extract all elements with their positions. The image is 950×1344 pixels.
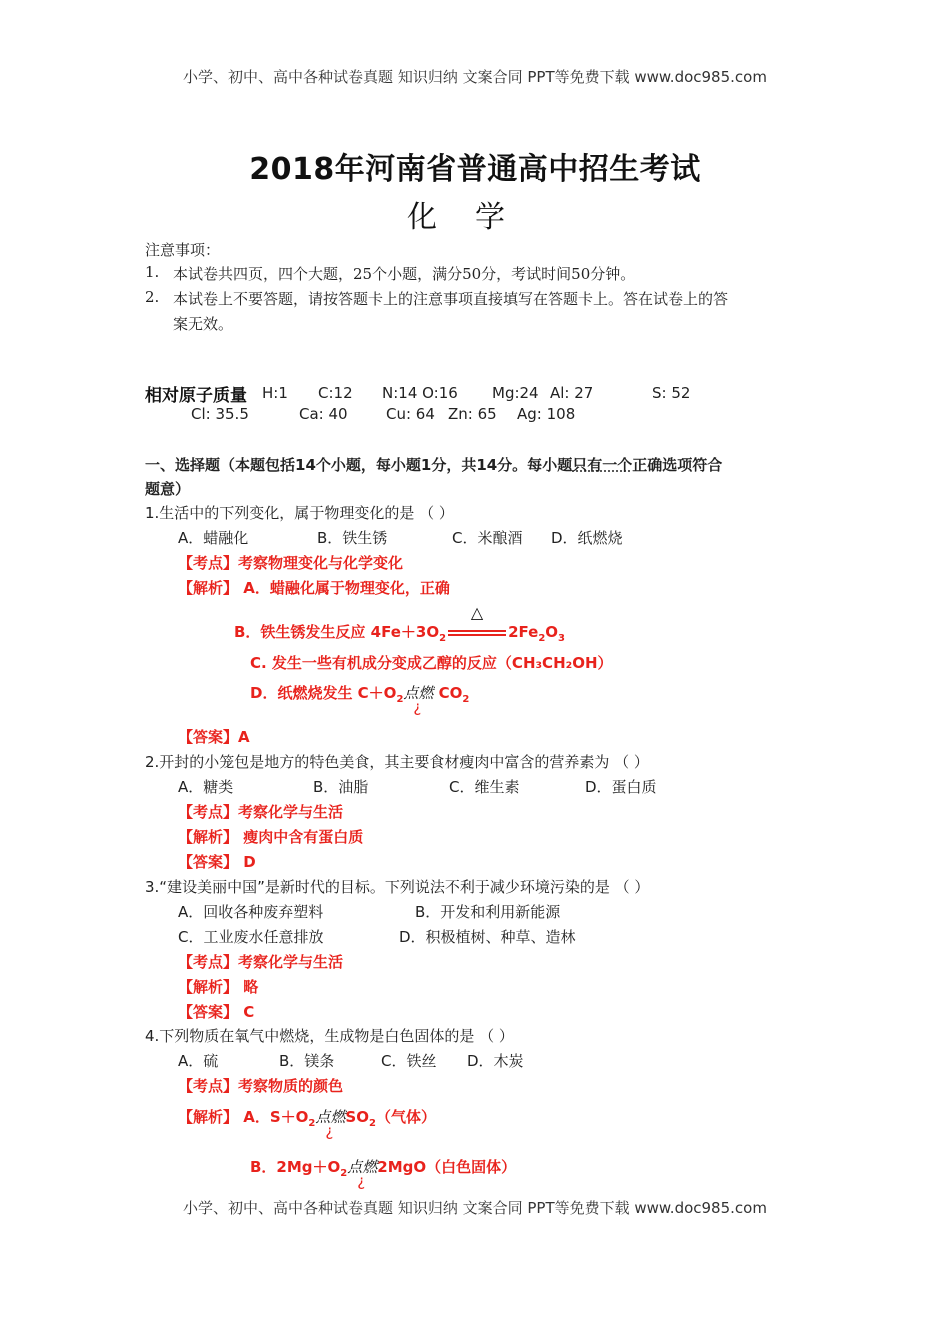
q4-stem: 4.下列物质在氧气中燃烧，生成物是白色固体的是 （ ） <box>145 1027 514 1045</box>
atomic-mass-label: 相对原子质量 <box>145 386 247 406</box>
notice-item2-line1: 本试卷上不要答题，请按答题卡上的注意事项直接填写在答题卡上。答在试卷上的答 <box>173 290 729 308</box>
q4-option-d: D．木炭 <box>467 1052 524 1070</box>
notice-item2-number: 2. <box>145 288 160 306</box>
atomic-s: S: 52 <box>652 384 691 402</box>
atomic-c: C:12 <box>318 384 353 402</box>
q3-stem: 3.“建设美丽中国”是新时代的目标。下列说法不利于减少环境污染的是 （ ） <box>145 878 650 896</box>
q4-jiexi-b: B．$2Mg+O_2$点燃 ¿ 2MgO（白色固体） <box>250 1158 517 1190</box>
page-header: 小学、初中、高中各种试卷真题 知识归纳 文案合同 PPT等免费下载 www.doc985.com <box>183 68 767 86</box>
q2-jiexi: 【解析】 瘦肉中含有蛋白质 <box>178 828 364 846</box>
atomic-ag: Ag: 108 <box>517 405 576 423</box>
section1-heading-line2: 题意） <box>145 480 191 498</box>
q3-option-d: D．积极植树、种草、造林 <box>399 928 576 946</box>
delta-icon: △ <box>470 603 484 622</box>
atomic-zn: Zn: 65 <box>448 405 497 423</box>
q1-answer: 【答案】A <box>178 728 250 746</box>
q2-stem: 2.开封的小笼包是地方的特色美食，其主要食材瘦肉中富含的营养素为 （ ） <box>145 753 649 771</box>
section1-heading: 一、选择题（本题包括14个小题，每小题1分，共14分。每小题只有一个正确选项符合 <box>145 456 723 474</box>
ignite-condition: 点燃 ¿ <box>347 1158 378 1190</box>
q1-option-b: B．铁生锈 <box>317 529 388 547</box>
q4-option-a: A．硫 <box>178 1052 219 1070</box>
q3-kaodian: 【考点】考察化学与生活 <box>178 953 344 971</box>
q2-option-a: A．糖类 <box>178 778 234 796</box>
heat-condition <box>446 603 508 641</box>
subject-title: 化学 <box>407 200 543 235</box>
ignite-condition: 点燃 ¿ <box>403 684 434 716</box>
q1-option-c: C．米酿酒 <box>452 529 523 547</box>
atomic-cu: Cu: 64 <box>386 405 435 423</box>
emphasis-only-one: 只有一个 <box>572 456 633 474</box>
ignite-condition: 点燃 ¿ <box>315 1108 346 1140</box>
notice-item1-number: 1. <box>145 263 160 281</box>
q2-kaodian: 【考点】考察化学与生活 <box>178 803 344 821</box>
q1-stem: 1.生活中的下列变化，属于物理变化的是 （ ） <box>145 504 454 522</box>
notice-item2-line2: 案无效。 <box>173 315 234 333</box>
atomic-mg: Mg:24 <box>492 384 539 402</box>
q2-option-b: B．油脂 <box>313 778 369 796</box>
q1-jiexi-c: C. 发生一些有机成分变成乙醇的反应（CH₃CH₂OH） <box>250 654 613 672</box>
q3-option-c: C．工业废水任意排放 <box>178 928 324 946</box>
notice-item1: 本试卷共四页，四个大题，25个小题，满分50分，考试时间50分钟。 <box>173 265 636 283</box>
atomic-ca: Ca: 40 <box>299 405 348 423</box>
q4-option-c: C．铁丝 <box>381 1052 437 1070</box>
q1-option-a: A．蜡融化 <box>178 529 249 547</box>
q2-answer: 【答案】 D <box>178 853 256 871</box>
equals-sign-icon <box>448 630 506 636</box>
q1-kaodian: 【考点】考察物理变化与化学变化 <box>178 554 404 572</box>
q3-option-b: B．开发和利用新能源 <box>415 903 561 921</box>
notice-heading: 注意事项： <box>145 241 221 259</box>
q1-option-d: D．纸燃烧 <box>551 529 623 547</box>
q3-jiexi: 【解析】 略 <box>178 978 259 996</box>
q1-jiexi-a: 【解析】 A．蜡融化属于物理变化，正确 <box>178 579 450 597</box>
q3-answer: 【答案】 C <box>178 1003 255 1021</box>
atomic-al: Al: 27 <box>550 384 594 402</box>
q4-kaodian: 【考点】考察物质的颜色 <box>178 1077 344 1095</box>
q1-jiexi-d: D．纸燃烧发生 $C+O_2$点燃 ¿ $CO_2$ <box>250 684 470 716</box>
q4-jiexi-a: 【解析】 A．$S+O_2$点燃 ¿ $SO_2$（气体） <box>178 1108 436 1140</box>
atomic-h: H:1 <box>262 384 288 402</box>
q2-option-c: C．维生素 <box>449 778 520 796</box>
exam-title: 2018年河南省普通高中招生考试 <box>249 152 701 187</box>
q2-option-d: D．蛋白质 <box>585 778 657 796</box>
page-footer: 小学、初中、高中各种试卷真题 知识归纳 文案合同 PPT等免费下载 www.doc985.com <box>183 1199 767 1217</box>
atomic-n-o: N:14 O:16 <box>382 384 458 402</box>
q1-jiexi-b: B．铁生锈发生反应 $4Fe+3O_2$ △ $2Fe_2O_3$ <box>234 603 566 644</box>
q3-option-a: A．回收各种废弃塑料 <box>178 903 324 921</box>
atomic-cl: Cl: 35.5 <box>191 405 249 423</box>
q4-option-b: B．镁条 <box>279 1052 335 1070</box>
